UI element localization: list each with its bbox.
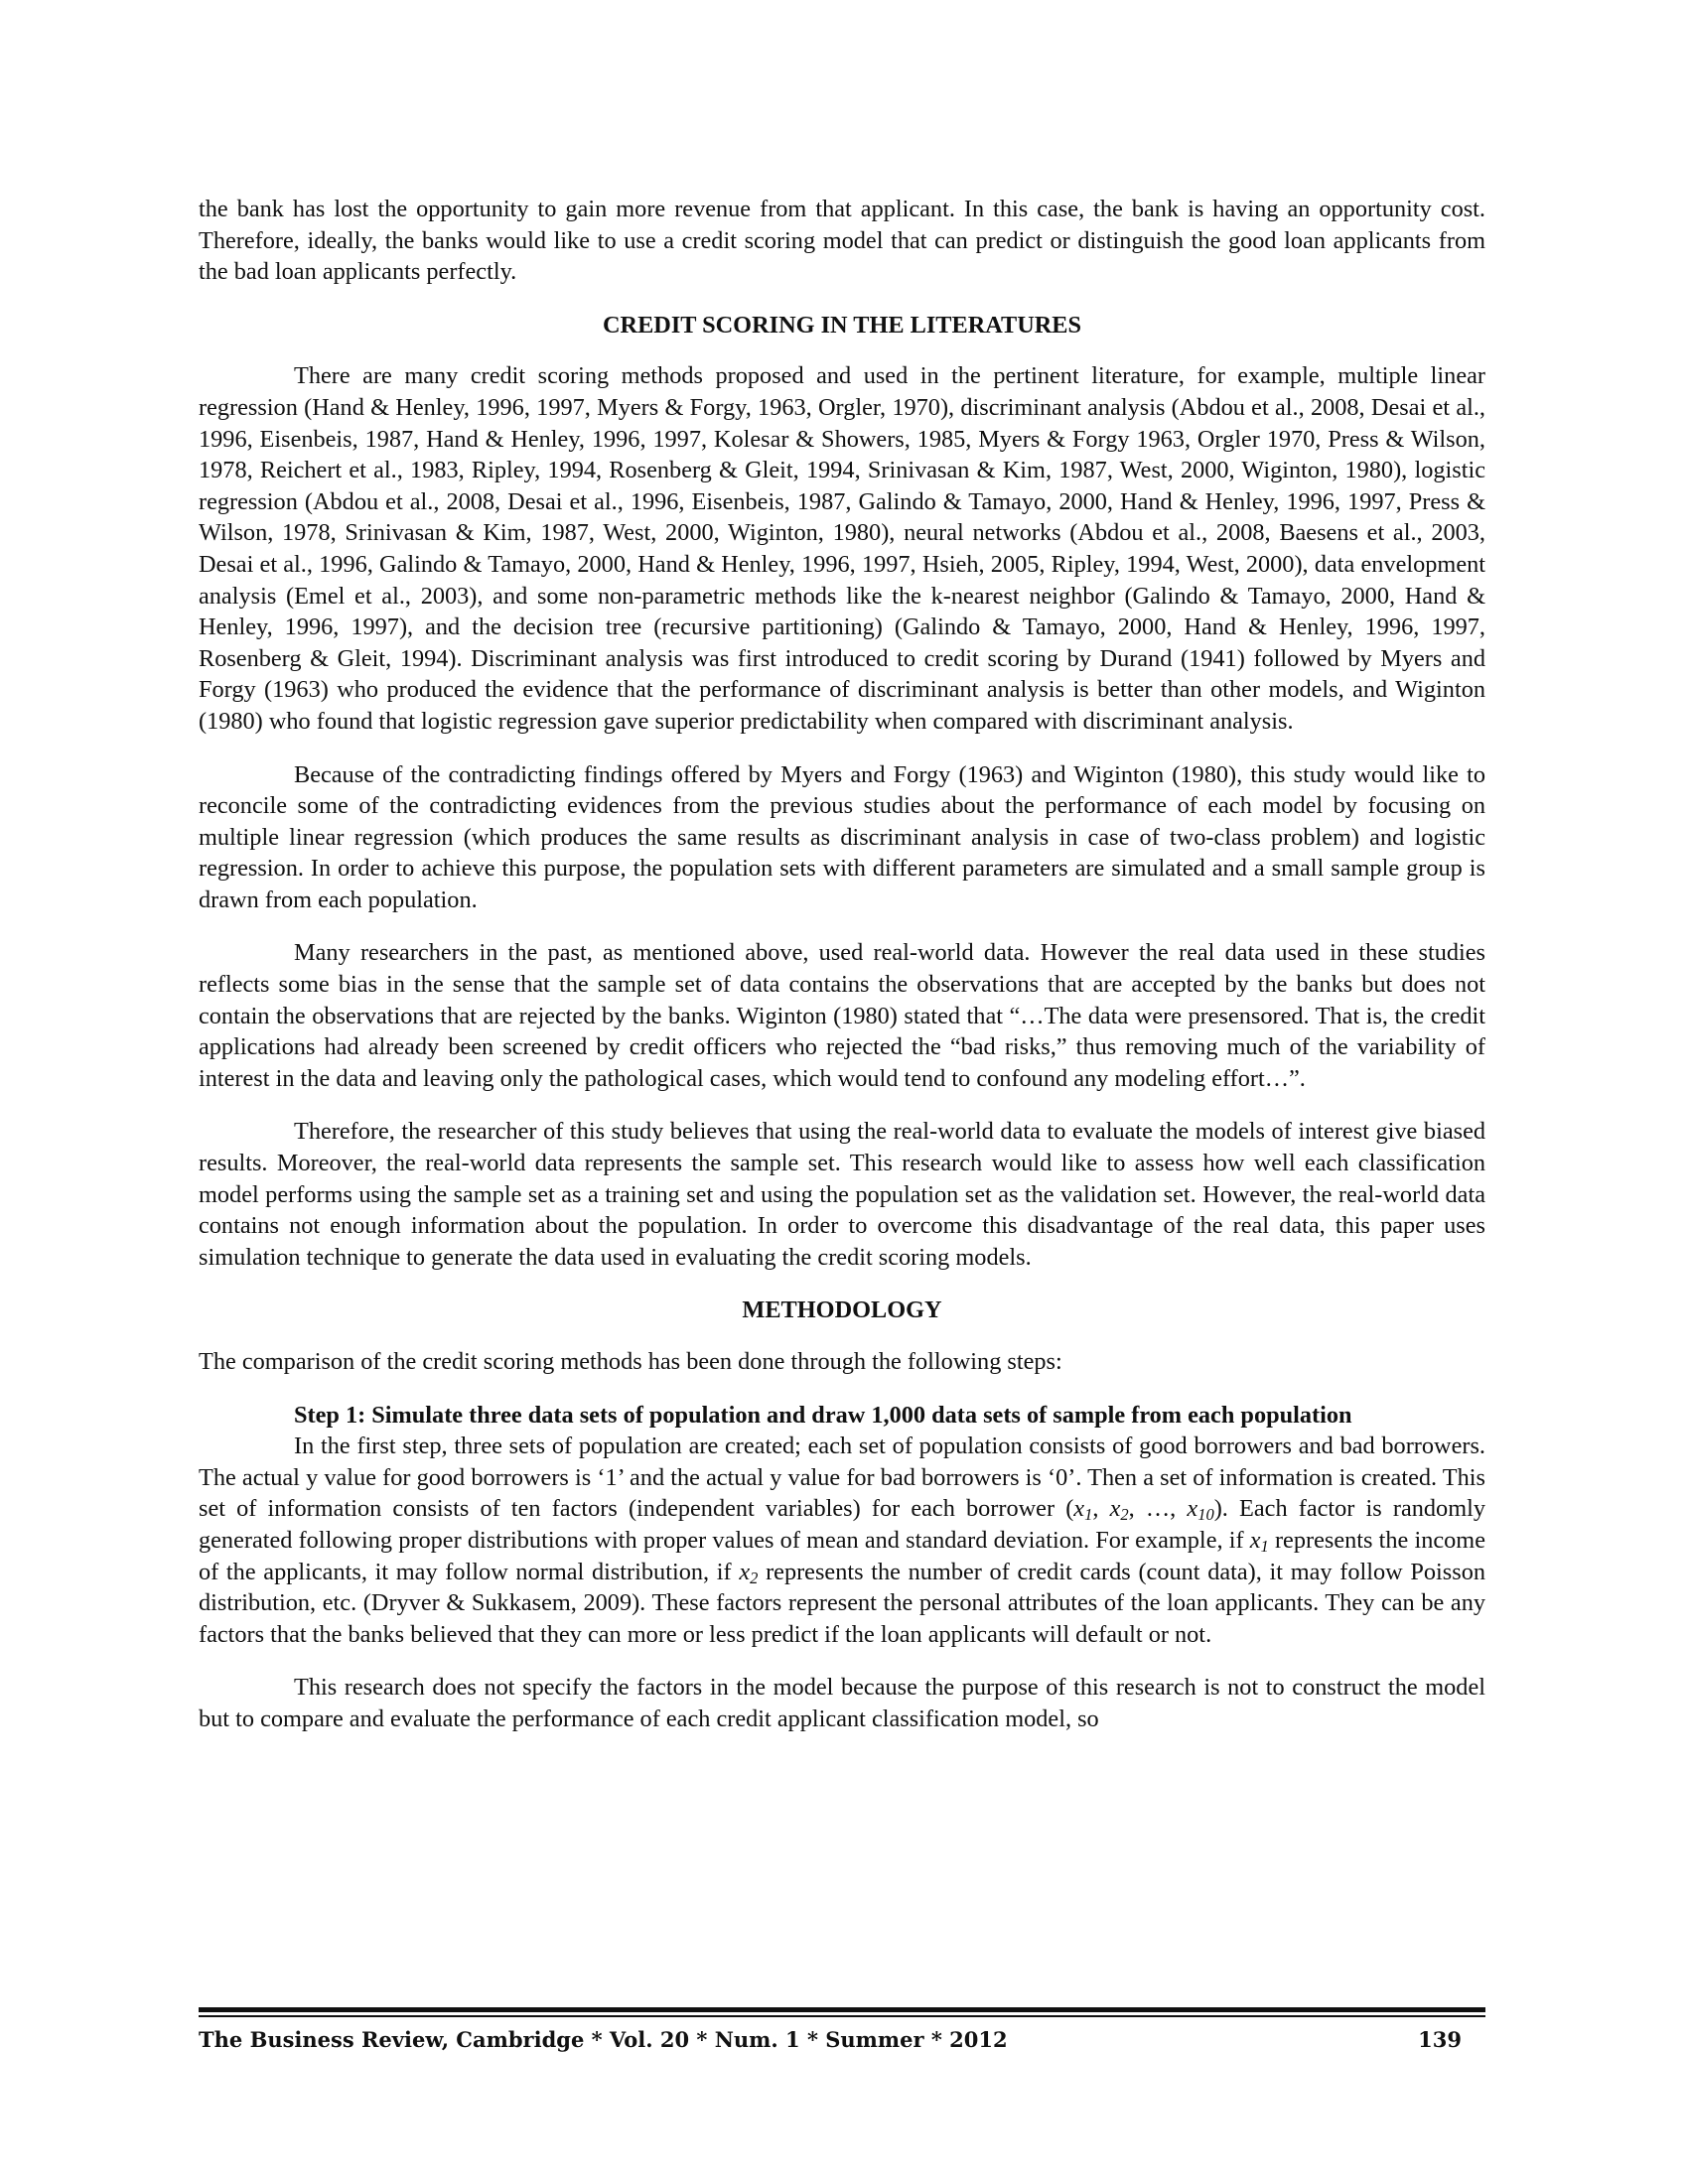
paragraph-literature-4: Therefore, the researcher of this study believes that using the real-world data to evaluate the models of interest give biased results. Moreover, the real-world data represents the sample set. This research would like to assess how well each classification model performs using the sample set as a training set and using the population set as the validation set. However, the real-world data contains not enough information about the population. In order to overcome this disadvantage of the real data, this paper uses simulation technique to generate the data used in evaluating the credit scoring models. — [199, 1118, 1485, 1271]
footer-rule-thick — [199, 2007, 1485, 2012]
page-body — [199, 194, 1485, 1735]
paragraph-intro: the bank has lost the opportunity to gain more revenue from that applicant. In this case, the bank is having an opportunity cost. Therefore, ideally, the banks would like to use a credit scoring model that can predict or distinguish the good loan applicants from the bad loan applicants perfectly. — [199, 196, 1485, 286]
step-1-title: Step 1: Simulate three data sets of population and draw 1,000 data sets of sample from each population — [294, 1401, 1352, 1429]
section-heading-methodology: METHODOLOGY — [742, 1297, 942, 1324]
page-number: 139 — [1418, 2027, 1462, 2052]
footer-journal: The Business Review, Cambridge * Vol. 20 * Num. 1 * Summer * 2012 — [199, 2027, 1008, 2052]
paragraph-methodology-intro: The comparison of the credit scoring methods has been done through the following steps: — [199, 1348, 1062, 1375]
section-heading-literature: CREDIT SCORING IN THE LITERATURES — [602, 311, 1082, 339]
paragraph-step-1-continued: This research does not specify the factors in the model because the purpose of this research is not to construct the model but to compare and evaluate the performance of each credit applicant classification model, so — [199, 1674, 1485, 1732]
paragraph-literature-2: Because of the contradicting findings offered by Myers and Forgy (1963) and Wiginton (1980), this study would like to reconcile some of the contradicting evidences from the previous studies about the performance of each model by focusing on multiple linear regression (which produces the same results as discriminant analysis in case of two-class problem) and logistic regression. In order to achieve this purpose, the population sets with different parameters are simulated and a small sample group is drawn from each population. — [199, 760, 1485, 913]
paragraph-step-1: In the first step, three sets of population are created; each set of population consists of good borrowers and bad borrowers. The actual y value for good borrowers is ‘1’ and the actual y value for bad borrowers is ‘0’. Then a set of information is created. This set of information consists of ten factors (independent variables) for each borrower ($x_1$, $x_2$, …, $x_{10}$). Each factor is randomly generated following proper distributions with proper values of mean and standard deviation. For example, if $x_1$ represents the income of the applicants, it may follow normal distribution, if $x_2$ represents the number of credit cards (count data), it may follow Poisson distribution, etc. (Dryver & Sukkasem, 2009). These factors represent the personal attributes of the loan applicants. They can be any factors that the banks believed that they can more or less predict if the loan applicants will default or not. — [199, 1433, 1486, 1648]
footer-row — [199, 2026, 1485, 2054]
footer-rule-thin — [199, 2015, 1485, 2017]
page-footer — [199, 2007, 1485, 2054]
paragraph-literature-1: There are many credit scoring methods proposed and used in the pertinent literature, for example, multiple linear regression (Hand & Henley, 1996, 1997, Myers & Forgy, 1963, Orgler, 1970), discriminant analysis (Abdou et al., 2008, Desai et al., 1996, Eisenbeis, 1987, Hand & Henley, 1996, 1997, Kolesar & Showers, 1985, Myers & Forgy 1963, Orgler 1970, Press & Wilson, 1978, Reichert et al., 1983, Ripley, 1994, Rosenberg & Gleit, 1994, Srinivasan & Kim, 1987, West, 2000, Wiginton, 1980), logistic regression (Abdou et al., 2008, Desai et al., 1996, Eisenbeis, 1987, Galindo & Tamayo, 2000, Hand & Henley, 1996, 1997, Press & Wilson, 1978, Srinivasan & Kim, 1987, West, 2000, Wiginton, 1980), neural networks (Abdou et al., 2008, Baesens et al., 2003, Desai et al., 1996, Galindo & Tamayo, 2000, Hand & Henley, 1996, 1997, Hsieh, 2005, Ripley, 1994, West, 2000), data envelopment analysis (Emel et al., 2003), and some non-parametric methods like the k-nearest neighbor (Galindo & Tamayo, 2000, Hand & Henley, 1996, 1997), and the decision tree (recursive partitioning) (Galindo & Tamayo, 2000, Hand & Henley, 1996, 1997, Rosenberg & Gleit, 1994). Discriminant analysis was first introduced to credit scoring by Durand (1941) followed by Myers and Forgy (1963) who produced the evidence that the performance of discriminant analysis is better than other models, and Wiginton (1980) who found that logistic regression gave superior predictability when compared with discriminant analysis. — [199, 362, 1485, 735]
paragraph-literature-3: Many researchers in the past, as mentioned above, used real-world data. However the real data used in these studies reflects some bias in the sense that the sample set of data contains the observations that are accepted by the banks but does not contain the observations that are rejected by the banks. Wiginton (1980) stated that “…The data were presensored. That is, the credit applications had already been screened by credit officers who rejected the “bad risks,” thus removing much of the variability of interest in the data and leaving only the pathological cases, which would tend to confound any modeling effort…”. — [199, 939, 1485, 1092]
